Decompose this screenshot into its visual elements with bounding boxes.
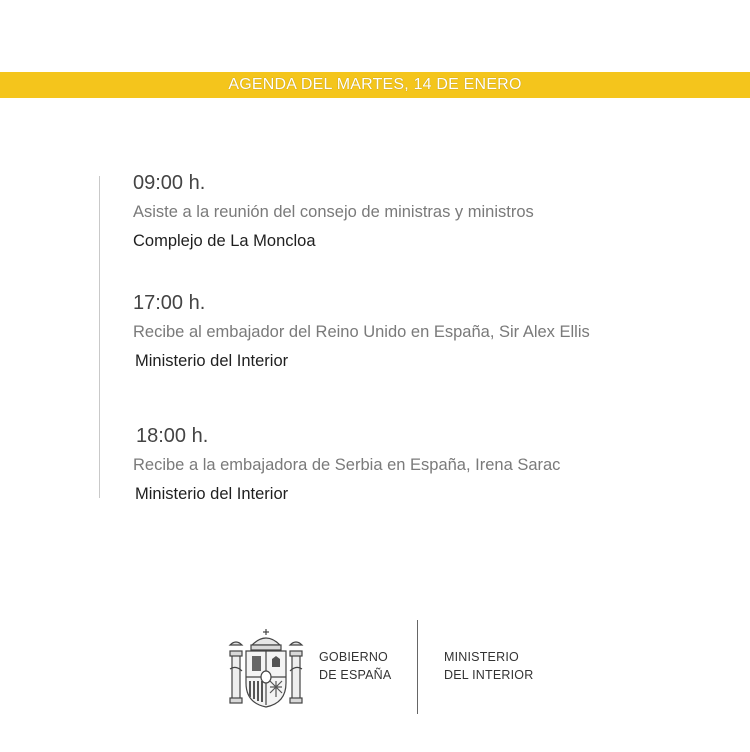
event-time: 17:00 h. bbox=[133, 292, 206, 314]
spain-coat-of-arms-icon bbox=[228, 625, 304, 709]
ministry-label-line1: MINISTERIO bbox=[444, 650, 519, 664]
event-time: 09:00 h. bbox=[133, 172, 206, 194]
government-label-line2: DE ESPAÑA bbox=[319, 668, 392, 682]
agenda-event bbox=[133, 423, 693, 505]
event-place: Complejo de La Moncloa bbox=[133, 232, 316, 250]
event-place: Ministerio del Interior bbox=[135, 485, 289, 503]
ministry-label-line2: DEL INTERIOR bbox=[444, 668, 534, 682]
ministry-label bbox=[444, 648, 533, 684]
event-description: Recibe a la embajadora de Serbia en España, Irena Sarac bbox=[133, 456, 561, 474]
event-description: Recibe al embajador del Reino Unido en España, Sir Alex Ellis bbox=[133, 323, 590, 341]
footer-divider bbox=[417, 620, 418, 714]
agenda-event bbox=[133, 290, 693, 372]
event-place: Ministerio del Interior bbox=[135, 352, 289, 370]
agenda-title: AGENDA DEL MARTES, 14 DE ENERO bbox=[228, 76, 522, 93]
government-label bbox=[319, 648, 391, 684]
agenda-event bbox=[133, 170, 693, 252]
event-description: Asiste a la reunión del consejo de ministras y ministros bbox=[133, 203, 534, 221]
event-time: 18:00 h. bbox=[136, 425, 209, 447]
timeline-divider bbox=[99, 176, 100, 498]
government-label-line1: GOBIERNO bbox=[319, 650, 388, 664]
agenda-banner bbox=[0, 72, 750, 98]
footer-logo bbox=[228, 620, 548, 716]
